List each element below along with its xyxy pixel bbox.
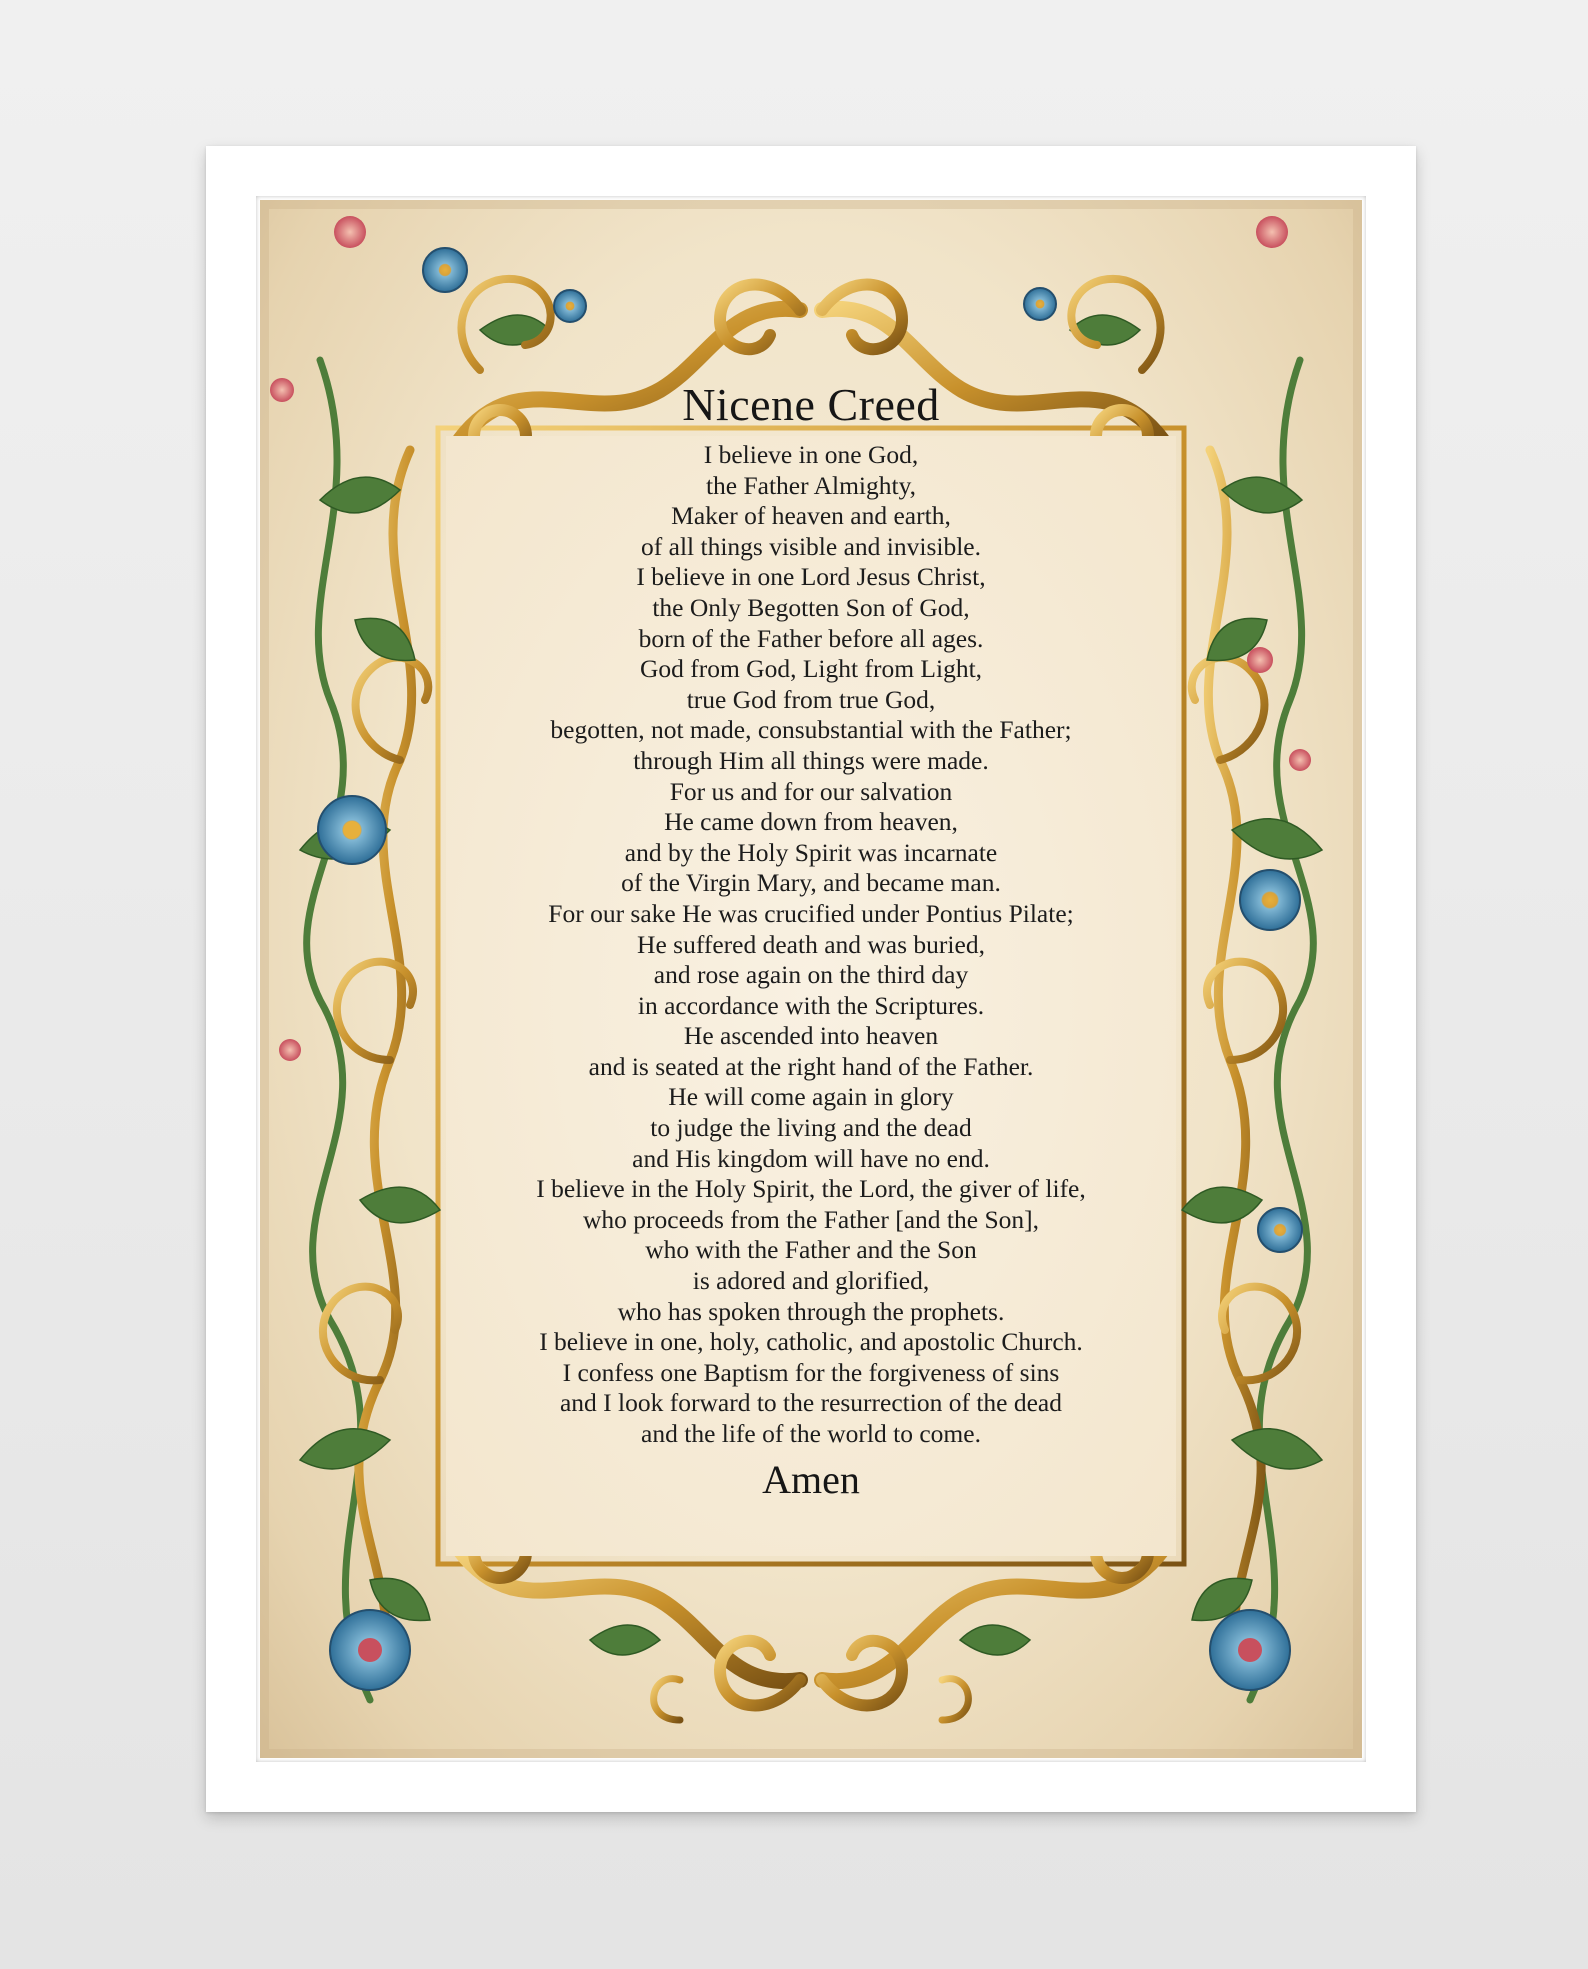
creed-line: true God from true God, bbox=[686, 684, 936, 714]
creed-line: who proceeds from the Father [and the Son], bbox=[582, 1204, 1040, 1234]
closing-amen: Amen bbox=[762, 1457, 860, 1502]
creed-line: God from God, Light from Light, bbox=[639, 654, 983, 684]
creed-line: and by the Holy Spirit was incarnate bbox=[624, 837, 998, 867]
creed-line: He came down from heaven, bbox=[664, 807, 958, 837]
illuminated-poster bbox=[260, 200, 1362, 1758]
creed-line: who with the Father and the Son bbox=[645, 1235, 977, 1265]
creed-line: the Father Almighty, bbox=[705, 470, 917, 500]
creed-line: and the life of the world to come. bbox=[641, 1419, 981, 1448]
creed-line: He ascended into heaven bbox=[683, 1021, 939, 1051]
creed-line: I believe in one, holy, catholic, and apostolic Church. bbox=[539, 1327, 1083, 1357]
creed-line: of all things visible and invisible. bbox=[641, 531, 981, 561]
creed-line: and I look forward to the resurrection of the dead bbox=[559, 1388, 1063, 1418]
creed-line: Maker of heaven and earth, bbox=[671, 501, 951, 531]
creed-line: He will come again in glory bbox=[668, 1082, 954, 1112]
creed-line: of the Virgin Mary, and became man. bbox=[621, 868, 1001, 898]
creed-line: For us and for our salvation bbox=[669, 776, 953, 806]
picture-frame bbox=[206, 146, 1416, 1812]
creed-line: begotten, not made, consubstantial with the Father; bbox=[550, 715, 1072, 745]
creed-line: I believe in one Lord Jesus Christ, bbox=[636, 562, 986, 592]
creed-line: For our sake He was crucified under Pontius Pilate; bbox=[548, 898, 1074, 928]
creed-line: the Only Begotten Son of God, bbox=[652, 592, 970, 622]
creed-line: to judge the living and the dead bbox=[650, 1113, 972, 1143]
creed-line: and is seated at the right hand of the Father. bbox=[588, 1051, 1034, 1081]
creed-line: is adored and glorified, bbox=[692, 1266, 930, 1296]
creed-text bbox=[260, 440, 1362, 1450]
creed-line: in accordance with the Scriptures. bbox=[637, 990, 985, 1020]
creed-line: I confess one Baptism for the forgiveness of sins bbox=[562, 1357, 1060, 1387]
creed-line: He suffered death and was buried, bbox=[637, 929, 985, 959]
creed-line: who has spoken through the prophets. bbox=[617, 1296, 1005, 1326]
creed-line: through Him all things were made. bbox=[633, 745, 989, 775]
creed-line: and His kingdom will have no end. bbox=[632, 1143, 990, 1173]
poster-title: Nicene Creed bbox=[682, 379, 940, 430]
creed-line: I believe in the Holy Spirit, the Lord, the giver of life, bbox=[536, 1174, 1086, 1204]
creed-line: born of the Father before all ages. bbox=[638, 623, 984, 653]
creed-line: I believe in one God, bbox=[703, 440, 919, 469]
creed-line: and rose again on the third day bbox=[653, 960, 969, 990]
